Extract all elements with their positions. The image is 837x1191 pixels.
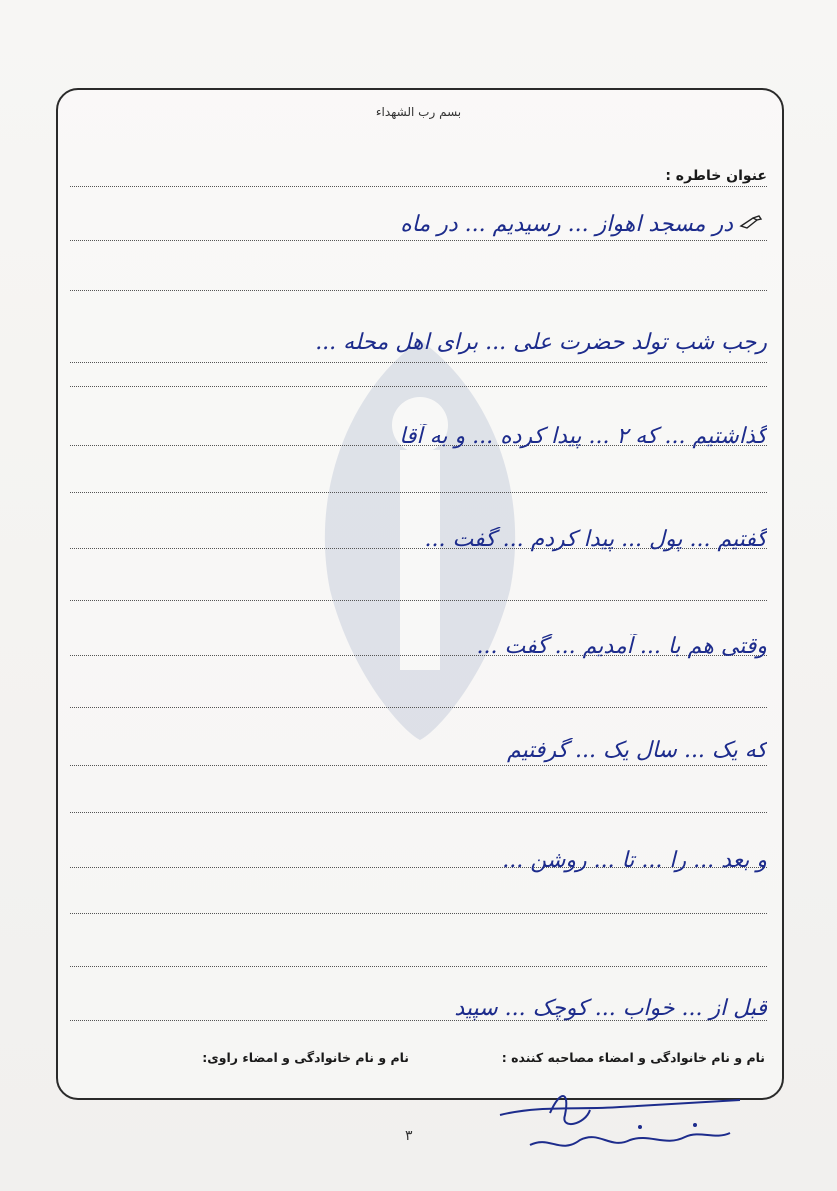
writing-line <box>70 765 767 766</box>
basmala-header: بسم رب الشهداء <box>375 105 462 119</box>
writing-line <box>70 707 767 708</box>
memoir-title-label: عنوان خاطره : <box>665 168 767 184</box>
memoir-line-6: که یک ... سال یک ... گرفتیم <box>507 738 767 763</box>
narrator-signature-label: نام و نام خانوادگی و امضاء راوی: <box>202 1050 409 1065</box>
writing-line <box>70 362 767 363</box>
title-line <box>70 186 767 187</box>
writing-line <box>70 600 767 601</box>
memoir-line-4: گفتیم ... پول ... پیدا کردم ... گفت ... <box>424 527 767 552</box>
writing-line <box>70 386 767 387</box>
writing-line <box>70 492 767 493</box>
pen-hand-icon <box>739 214 763 230</box>
writing-line <box>70 966 767 967</box>
handwritten-signature-icon <box>490 1085 770 1165</box>
memoir-line-5: وقتی هم با ... آمدیم ... گفت ... <box>476 634 767 659</box>
memoir-line-2: رجب شب تولد حضرت علی ... برای اهل محله ... <box>315 330 767 355</box>
interviewer-signature-label: نام و نام خانوادگی و امضاء مصاحبه کننده : <box>501 1050 765 1065</box>
writing-line <box>70 812 767 813</box>
memoir-line-3: گذاشتیم ... که ۲ ... پیدا کرده ... و به آقا <box>399 424 767 449</box>
memoir-line-7: و بعد ... را ... تا ... روشن ... <box>502 848 767 873</box>
writing-line <box>70 913 767 914</box>
writing-line <box>70 290 767 291</box>
writing-line <box>70 240 767 241</box>
page-number: ۳ <box>405 1128 413 1144</box>
memoir-line-8: قبل از ... خواب ... کوچک ... سپید <box>454 996 767 1021</box>
memoir-line-1: در مسجد اهواز ... رسیدیم ... در ماه <box>400 212 733 237</box>
